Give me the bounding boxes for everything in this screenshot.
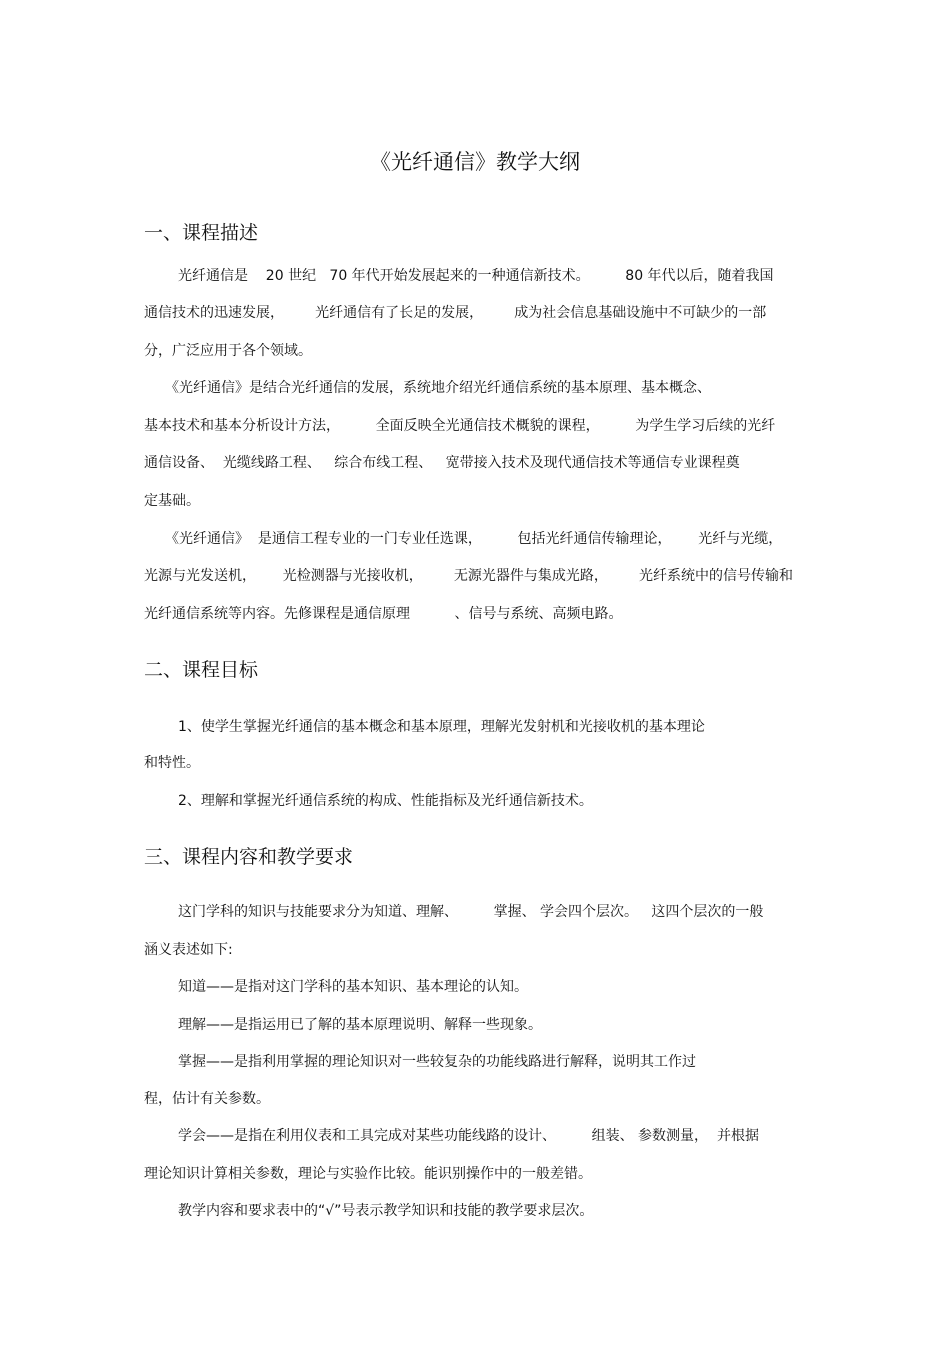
document-title: 《光纤通信》教学大纲 bbox=[370, 150, 580, 174]
paragraph-line: 光纤通信系统等内容。先修课程是通信原理 、信号与系统、高频电路。 bbox=[144, 606, 623, 622]
paragraph-line: 掌握——是指利用掌握的理论知识对一些较复杂的功能线路进行解释，说明其工作过 bbox=[178, 1054, 696, 1070]
paragraph-line: 基本技术和基本分析设计方法， 全面反映全光通信技术概貌的课程， 为学生学习后续的光纤 bbox=[144, 418, 776, 434]
paragraph-line: 分，广泛应用于各个领域。 bbox=[144, 343, 312, 359]
section-heading-course-goals: 二、课程目标 bbox=[144, 659, 259, 681]
paragraph-line: 这门学科的知识与技能要求分为知道、理解、 掌握、 学会四个层次。 这四个层次的一般 bbox=[178, 904, 764, 920]
paragraph-line: 2、理解和掌握光纤通信系统的构成、性能指标及光纤通信新技术。 bbox=[178, 793, 593, 809]
paragraph-line: 程，估计有关参数。 bbox=[144, 1091, 270, 1107]
paragraph-line: 知道——是指对这门学科的基本知识、基本理论的认知。 bbox=[178, 979, 528, 995]
paragraph-line: 《光纤通信》是结合光纤通信的发展，系统地介绍光纤通信系统的基本原理、基本概念、 bbox=[165, 380, 711, 396]
paragraph-line: 《光纤通信》 是通信工程专业的一门专业任选课， 包括光纤通信传输理论， 光纤与光缆， bbox=[165, 531, 783, 547]
paragraph-line: 理解——是指运用已了解的基本原理说明、解释一些现象。 bbox=[178, 1017, 542, 1033]
paragraph-line: 光源与光发送机， 光检测器与光接收机， 无源光器件与集成光路， 光纤系统中的信号传输和 bbox=[144, 568, 794, 584]
paragraph-line: 定基础。 bbox=[144, 493, 200, 509]
section-heading-content-requirements: 三、课程内容和教学要求 bbox=[144, 846, 354, 868]
paragraph-line: 1、使学生掌握光纤通信的基本概念和基本原理，理解光发射机和光接收机的基本理论 bbox=[178, 719, 705, 735]
paragraph-line: 和特性。 bbox=[144, 755, 200, 771]
paragraph-line: 教学内容和要求表中的“√”号表示教学知识和技能的教学要求层次。 bbox=[178, 1203, 594, 1219]
paragraph-line: 通信技术的迅速发展， 光纤通信有了长足的发展， 成为社会信息基础设施中不可缺少的一部 bbox=[144, 305, 767, 321]
paragraph-line: 涵义表述如下: bbox=[144, 942, 233, 958]
paragraph-line: 通信设备、 光缆线路工程、 综合布线工程、 宽带接入技术及现代通信技术等通信专业课程奠 bbox=[144, 455, 740, 471]
paragraph-line: 理论知识计算相关参数，理论与实验作比较。能识别操作中的一般差错。 bbox=[144, 1166, 592, 1182]
paragraph-line: 光纤通信是 20 世纪 70 年代开始发展起来的一种通信新技术。 80 年代以后，随着我国 bbox=[178, 268, 774, 284]
section-heading-course-description: 一、课程描述 bbox=[144, 222, 259, 244]
paragraph-line: 学会——是指在利用仪表和工具完成对某些功能线路的设计、 组装、 参数测量， 并根据 bbox=[178, 1128, 759, 1144]
